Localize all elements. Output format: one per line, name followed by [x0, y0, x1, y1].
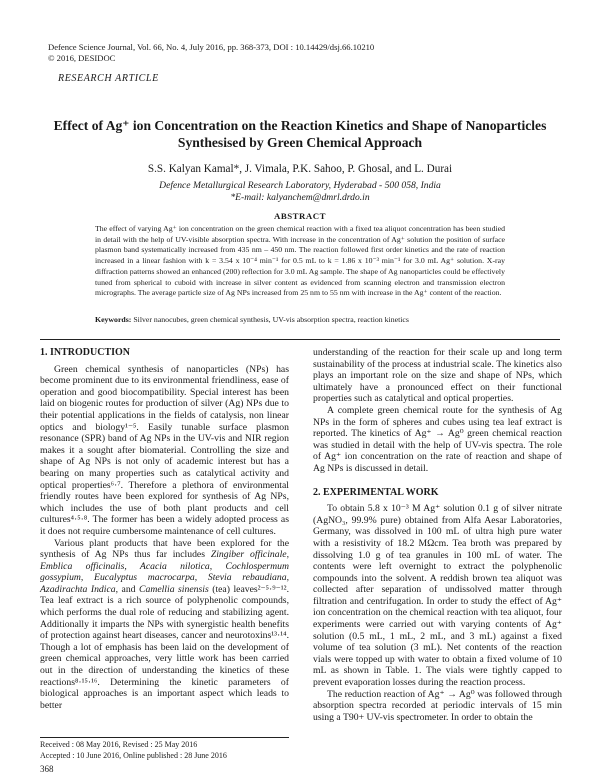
intro-p2-and: and	[118, 583, 140, 595]
abstract-heading: ABSTRACT	[274, 211, 326, 221]
received-line: Received : 08 May 2016, Revised : 25 May 2016	[40, 740, 198, 749]
right-column	[313, 347, 562, 723]
left-column	[40, 347, 289, 711]
author-list: S.S. Kalyan Kamal*, J. Vimala, P.K. Sahoo, P. Ghosal, and L. Durai	[147, 163, 453, 175]
intro-continuation: understanding of the reaction for their scale up and long term sustainability of the process at industrial scale. The kinetics also plays an important role on the size and shape of NPs, which ultimately have a pronounced effect on their functional properties such as catalytical and optical properties.	[313, 347, 562, 405]
paper-title: Effect of Ag⁺ ion Concentration on the Reaction Kinetics and Shape of Nanoparticles Synthesised by Green Chemical Approach	[53, 118, 547, 150]
journal-citation: Defence Science Journal, Vol. 66, No. 4, July 2016, pp. 368-373, DOI : 10.14429/dsj.66.10210	[48, 42, 375, 52]
intro-paragraph-1: Green chemical synthesis of nanoparticles (NPs) has become prominent due to its environmental friendliness, ease of operation and good biocompatibility. Special interest has been laid on biogenic routes for production of silver (Ag) NPs due to their potential applications in the fields of catalysis, non linear optics and biology¹⁻⁵. Easily tunable surface plasmon resonance (SPR) band of Ag NPs in the UV-vis and NIR region makes it a sought after biomaterial. Controlling the size and shape of Ag NPs is not only of academic interest but has a bearing on many properties such as catalytical activity and optical properties⁶·⁷. Therefore a plethora of environmental friendly routes have been explored for synthesis of Ag NPs, which includes the use of both plant products and cell cultures⁴·⁵·⁸. The former has been a widely adopted process as it does not require cumbersome maintenance of cell cultures.	[40, 363, 289, 537]
camellia-species: Camellia sinensis	[139, 583, 209, 595]
keywords-list: Silver nanocubes, green chemical synthesis, UV-vis absorption spectra, reaction kinetics	[133, 315, 409, 324]
footnote-divider	[40, 737, 289, 738]
abstract-text: The effect of varying Ag⁺ ion concentration on the green chemical reaction with a fixed tea aliquot concentration has been studied in detail with the help of UV-visible absorption spectra. With increase in the concentration of Ag⁺ solution the position of surface plasmon band systematically increased from 435 nm – 450 nm. The reaction followed first order kinetics and the rate of reaction increased in a linear fashion with k = 3.54 x 10⁻⁴ min⁻¹ for 0.5 mL to k = 1.86 x 10⁻³ min⁻¹ for 3.0 mL Ag⁺ solution. X-ray diffraction patterns showed an enhanced (200) reflection for 3.0 mL Ag sample. The shape of Ag nanoparticles could be effectively tuned from spherical to cuboid with increase in silver content as evidenced from scanning electron and transmission electron micrographs. The average particle size of Ag NPs increased from 25 nm to 55 nm with increase in the Ag⁺ content of the reaction.	[95, 224, 505, 298]
keywords-line	[95, 315, 515, 324]
article-type: RESEARCH ARTICLE	[58, 73, 159, 84]
intro-p2-rest: (tea) leaves²⁻⁵·⁹⁻¹². Tea leaf extract is a rich source of polyphenolic compounds, which performs the dual role of reducing and stabilizing agent. Additionally it imparts the NPs with synergistic health benefits of protection against heart diseases, cancer and neurotoxins¹³·¹⁴. Though a lot of emphasis has been laid on the development of green chemical approaches, very little work has been carried out in the direction of understanding the kinetics of these reactions⁸·¹⁵·¹⁶. Determining the kinetic parameters of biological approaches is an important aspect which leads to better	[40, 583, 289, 711]
introduction-heading: 1. INTRODUCTION	[40, 347, 131, 358]
affiliation-block	[40, 180, 560, 204]
plant-species-list: Zingiber officinale, Emblica officinalis, Acacia nilotica, Cochlospermum gossypium, Eucalyptus macrocarpa, Stevia rebaudiana, Azadirachta Indica,	[40, 549, 289, 595]
affiliation: Defence Metallurgical Research Laboratory, Hyderabad - 500 058, India	[159, 180, 441, 191]
intro-p2-lead: Various plant products that have been explored for the synthesis of Ag NPs thus far includes	[40, 537, 289, 561]
received-dates	[40, 740, 227, 761]
accepted-line: Accepted : 10 June 2016, Online published : 28 June 2016	[40, 750, 227, 760]
experimental-heading: 2. EXPERIMENTAL WORK	[313, 486, 439, 498]
experimental-paragraph-1: To obtain 5.8 x 10⁻³ M Ag⁺ solution 0.1 g of silver nitrate (AgNO₃, 99.9% pure) obtained from Alfa Aesar Laboratories, Germany, was dissolved in 100 mL of ultra high pure water with a resistivity of 18.2 MΩcm. Tea broth was prepared by dissolving 1.0 g of tea granules in 100 mL of water. The contents were left overnight to extract the polyphenolic compounds into the solvent. A reddish brown tea aliquot was collected after separation of undissolved matter through filtration and centrifugation. In order to study the effect of Ag⁺ ion concentration on the chemical reaction with tea aliquot, four experiments were carried out with varying contents of Ag⁺ solution (0.5 mL, 1 mL, 2 mL, and 3 mL) against a fixed volume of tea solution (3 mL). Net contents of the reaction vials were topped up with water to obtain a fixed volume of 10 mL as shown in Table. 1. The vials were tightly capped to prevent evaporation losses during the reaction process.	[313, 503, 562, 689]
journal-header	[48, 42, 568, 64]
experimental-paragraph-2: The reduction reaction of Ag⁺ → Ag⁰ was followed through absorption spectra recorded at periodic intervals of 15 min using a T90+ UV-vis spectrometer. In order to obtain the	[313, 688, 562, 723]
keywords-label: Keywords:	[95, 315, 132, 324]
corresponding-email: *E-mail: kalyanchem@dmrl.drdo.in	[230, 192, 370, 203]
copyright-line: © 2016, DESIDOC	[48, 53, 116, 63]
section-divider	[40, 339, 560, 340]
page-number: 368	[40, 764, 54, 774]
intro-paragraph-3: A complete green chemical route for the synthesis of Ag NPs in the form of spheres and cubes using tea leaf extract is reported. The kinetics of Ag⁺ → Ag⁰ green chemical reaction was studied in detail with the help of UV-vis spectra. The role of Ag⁺ ion concentration on the rate of reaction and shape of Ag NPs is discussed in detail.	[313, 404, 562, 474]
intro-paragraph-2	[40, 538, 289, 712]
